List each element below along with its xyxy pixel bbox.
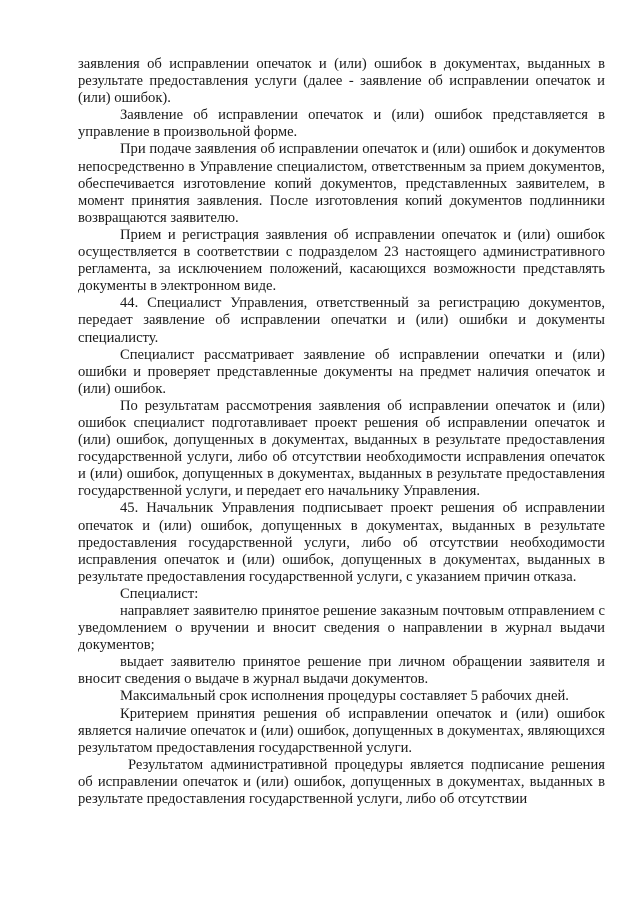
paragraph-send-decision: направляет заявителю принятое решение заказным почтовым отправлением с уведомлением о вручении и вносит сведения о направлении в журнал выдачи документов; [78, 603, 605, 654]
paragraph-issue-decision: выдает заявителю принятое решение при личном обращении заявителя и вносит сведения о выдаче в журнал выдачи документов. [78, 654, 605, 688]
paragraph-application-form: Заявление об исправлении опечаток и (или) ошибок представляется в управление в произвольной форме. [78, 107, 605, 141]
document-page [78, 56, 605, 808]
paragraph-result: Результатом административной процедуры является подписание решения об исправлении опечаток и (или) ошибок, допущенных в документах, выданных в результате предоставления государственной услуги, либо об отсутствии [78, 756, 605, 808]
paragraph-specialist-label: Специалист: [120, 585, 199, 602]
paragraph-max-term: Максимальный срок исполнения процедуры составляет 5 рабочих дней. [120, 688, 569, 705]
paragraph-registration: Прием и регистрация заявления об исправлении опечаток и (или) ошибок осуществляется в соответствии с подразделом 23 настоящего административного регламента, за исключением положений, касающихся возможности представлять документы в электронном виде. [78, 226, 605, 295]
paragraph-specialist-review: Специалист рассматривает заявление об исправлении опечатки и (или) ошибки и проверяет представленные документы на предмет наличия опечаток и (или) ошибок. [78, 346, 605, 397]
paragraph-item-45: 45. Начальник Управления подписывает проект решения об исправлении опечаток и (или) ошибок, допущенных в документах, выданных в результате предоставления государственной услуги, либо об отсутствии необходимости исправления опечаток и (или) ошибок, допущенных в документах, выданных в результате предоставления государственной услуги, с указанием причин отказа. [78, 500, 605, 585]
paragraph-submission: При подаче заявления об исправлении опечаток и (или) ошибок и документов непосредственно в Управление специалистом, ответственным за прием документов, обеспечивается изготовление копий документов, представленных заявителем, в момент принятия заявления. После изготовления копий документов подлинники возвращаются заявителю. [78, 141, 605, 226]
paragraph-continuation: заявления об исправлении опечаток и (или) ошибок в документах, выданных в результате предоставления услуги (далее - заявление об исправлении опечаток и (или) ошибок). [78, 56, 605, 107]
paragraph-review-results: По результатам рассмотрения заявления об исправлении опечаток и (или) ошибок специалист подготавливает проект решения об исправлении опечаток и (или) ошибок, допущенных в документах, выданных в результате предоставления государственной услуги, либо об отсутствии необходимости исправления опечаток и (или) ошибок, допущенных в документах, выданных в результате предоставления государственной услуги, и передает его начальнику Управления. [78, 397, 605, 500]
paragraph-item-44: 44. Специалист Управления, ответственный за регистрацию документов, передает заявление об исправлении опечатки и (или) ошибки и документы специалисту. [78, 295, 605, 346]
paragraph-criterion: Критерием принятия решения об исправлении опечаток и (или) ошибок является наличие опечаток и (или) ошибок, допущенных в документах, являющихся результатом предоставления государственной услуги. [78, 705, 605, 756]
